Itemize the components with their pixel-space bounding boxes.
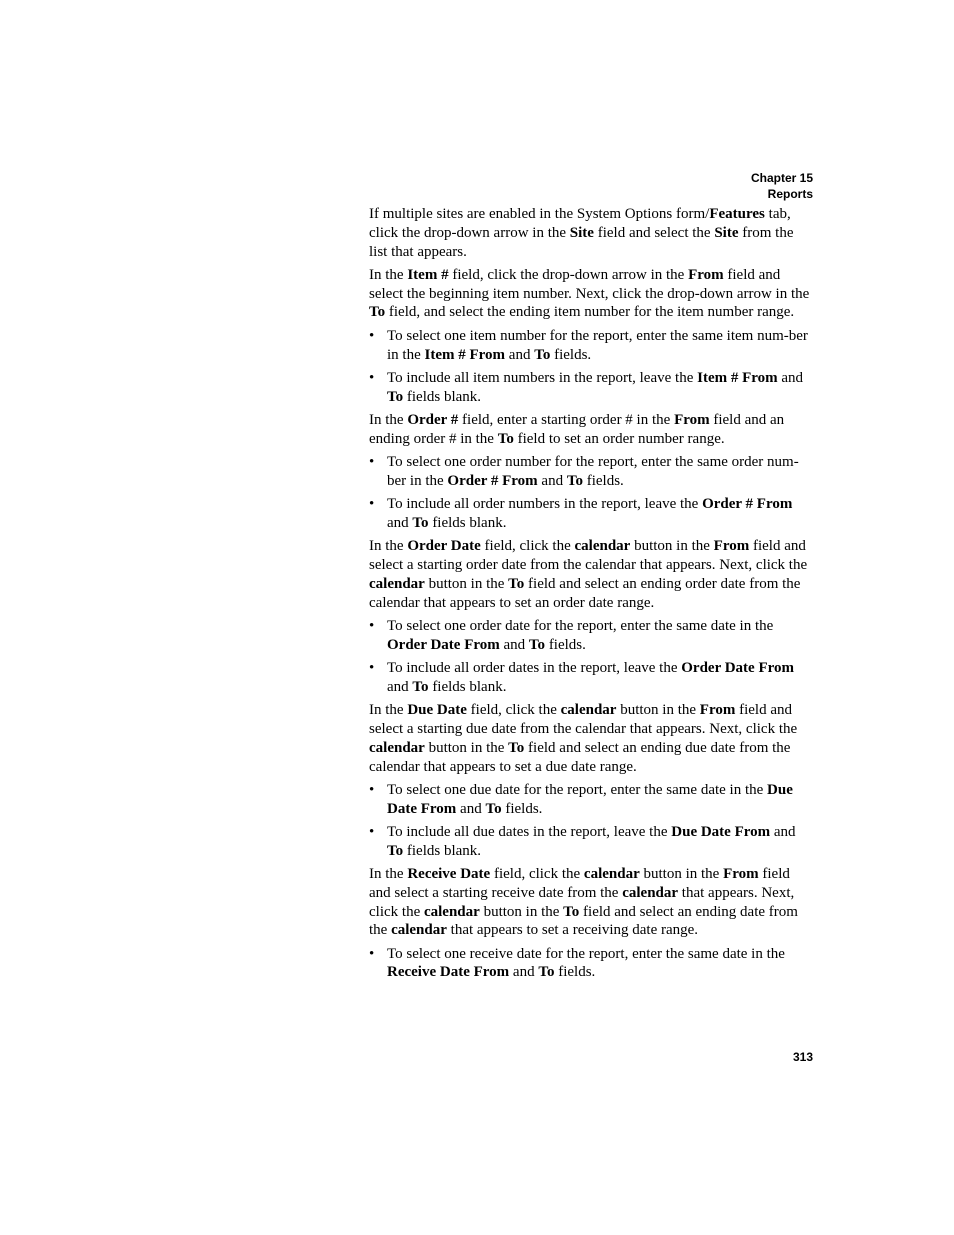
text-run: field and select the beginning item number. Next, click the drop-down arrow in the: [369, 266, 810, 302]
bold-term: To: [497, 430, 514, 447]
text-run: fields blank.: [403, 842, 482, 859]
bold-term: Due Date From: [387, 781, 793, 817]
text-run: fields.: [501, 800, 543, 817]
body-text: [369, 205, 815, 987]
bold-term: To: [566, 472, 583, 489]
paragraph: [369, 266, 815, 322]
bullet-marker: •: [369, 945, 375, 962]
bold-term: Order Date: [407, 538, 481, 555]
text-run: fields.: [550, 346, 592, 363]
text-run: To select one order date for the report, enter the same date in the: [387, 617, 774, 634]
text-run: and: [499, 636, 529, 653]
text-run: and: [537, 472, 567, 489]
text-run: fields.: [582, 472, 624, 489]
text-run: field, click the: [490, 866, 584, 882]
text-run: In the: [369, 538, 408, 555]
bold-term: From: [699, 702, 736, 719]
bold-term: Item # From: [697, 369, 778, 386]
bold-term: calendar: [423, 903, 480, 920]
bullet-item: [369, 823, 815, 861]
paragraph: [369, 205, 815, 261]
text-run: fields.: [545, 636, 586, 653]
bold-term: calendar: [622, 884, 679, 901]
paragraph: [369, 701, 815, 776]
bold-term: Site: [569, 224, 594, 241]
bullet-item: [369, 369, 815, 407]
bold-term: To: [485, 800, 502, 817]
bullet-marker: •: [369, 617, 375, 634]
text-run: from the list that appears.: [369, 224, 794, 260]
text-run: tab, click the drop-down arrow in the: [369, 206, 791, 241]
bold-term: To: [508, 575, 525, 592]
bold-term: calendar: [560, 702, 617, 719]
bold-term: To: [538, 964, 555, 981]
bold-term: To: [528, 636, 546, 653]
bold-term: From: [688, 266, 724, 283]
section-label: Reports: [767, 187, 813, 201]
bullet-item: [369, 327, 815, 365]
text-run: To include all order dates in the report, leave the: [387, 660, 682, 677]
paragraph: [369, 537, 815, 612]
bullet-item: [369, 659, 815, 697]
bold-term: Item #: [407, 266, 449, 283]
text-run: field and select a starting receive date from the: [369, 866, 790, 901]
text-run: button in the: [479, 903, 564, 920]
text-run: field and select the: [593, 224, 715, 241]
bold-term: From: [723, 866, 759, 882]
text-run: button in the: [639, 866, 724, 882]
text-run: that appears to set a receiving date range.: [446, 922, 699, 939]
text-run: To select one receive date for the report, enter the same date in the: [387, 945, 785, 962]
text-run: field, and select the ending item number for the item number range.: [385, 304, 795, 321]
text-run: In the: [369, 411, 408, 428]
text-run: To include all item numbers in the report, leave the: [387, 369, 698, 386]
bold-term: calendar: [574, 538, 631, 555]
bullet-marker: •: [369, 781, 375, 798]
bold-term: calendar: [583, 866, 640, 882]
bold-term: To: [412, 678, 429, 695]
text-run: In the: [369, 702, 408, 719]
bullet-marker: •: [369, 660, 375, 677]
text-run: fields blank.: [403, 388, 482, 405]
text-run: field and select an ending order date from the calendar that appears to set an order date range.: [369, 575, 801, 611]
paragraph: [369, 865, 815, 940]
bullet-item: [369, 945, 815, 983]
bold-term: Order Date From: [387, 636, 500, 653]
chapter-label: Chapter 15: [750, 171, 813, 185]
paragraph: [369, 411, 815, 449]
text-run: button in the: [424, 575, 509, 592]
bold-term: calendar: [369, 739, 425, 756]
bold-term: To: [369, 304, 386, 321]
bold-term: From: [674, 411, 710, 428]
bold-term: Receive Date: [407, 866, 491, 882]
text-run: In the: [369, 266, 408, 283]
text-run: field and an ending order # in the: [369, 411, 785, 447]
bold-term: Order # From: [447, 472, 538, 489]
bullet-marker: •: [369, 823, 375, 840]
text-run: To select one due date for the report, enter the same date in the: [387, 781, 768, 798]
bold-term: To: [387, 842, 404, 859]
bold-term: Due Date: [407, 702, 467, 719]
bold-term: Order # From: [702, 496, 793, 513]
text-run: field and select a starting order date from the calendar that appears. Next, click the: [369, 538, 808, 574]
bold-term: Due Date From: [671, 823, 771, 840]
text-run: field, click the: [466, 702, 561, 719]
text-run: that appears. Next, click the: [369, 884, 795, 920]
bold-term: Features: [709, 206, 765, 222]
bold-term: calendar: [391, 922, 447, 939]
bold-term: From: [713, 538, 750, 555]
text-run: To select one item number for the report, enter the same item num-ber in the: [387, 327, 808, 363]
bullet-marker: •: [369, 327, 375, 344]
text-run: To select one order number for the report, enter the same order num-ber in the: [387, 454, 799, 489]
text-run: fields.: [554, 964, 596, 981]
bullet-item: [369, 495, 815, 533]
text-run: To include all due dates in the report, leave the: [387, 823, 672, 840]
page-number: 313: [792, 1050, 813, 1064]
bold-term: To: [387, 388, 404, 405]
text-run: field, enter a starting order # in the: [458, 411, 675, 428]
running-header: [751, 170, 813, 202]
text-run: and: [387, 678, 413, 695]
text-run: field and select an ending due date from the calendar that appears to set a due date range.: [369, 739, 791, 775]
bullet-marker: •: [369, 369, 375, 386]
text-run: In the: [369, 866, 408, 882]
text-run: button in the: [630, 538, 714, 555]
text-run: field, click the drop-down arrow in the: [448, 266, 689, 283]
bold-term: To: [534, 346, 551, 363]
bold-term: calendar: [369, 575, 425, 592]
text-run: and: [456, 800, 486, 817]
bold-term: Site: [714, 224, 739, 241]
text-run: and: [505, 346, 535, 363]
text-run: and: [777, 369, 804, 386]
text-run: button in the: [616, 702, 700, 719]
bold-term: To: [563, 903, 580, 920]
bold-term: Receive Date From: [387, 964, 510, 981]
bullet-item: [369, 617, 815, 655]
text-run: field, click the: [480, 538, 575, 555]
bold-term: To: [412, 514, 429, 531]
text-run: field and select a starting due date from the calendar that appears. Next, click the: [369, 702, 798, 737]
bullet-marker: •: [369, 454, 375, 471]
text-run: and: [770, 823, 796, 840]
bold-term: Item # From: [424, 346, 506, 363]
text-run: and: [387, 514, 413, 531]
text-run: field and select an ending date from the: [369, 903, 798, 939]
text-run: To include all order numbers in the report, leave the: [387, 496, 703, 513]
text-run: If multiple sites are enabled in the System Options form/: [369, 206, 710, 222]
bullet-marker: •: [369, 496, 375, 513]
bold-term: Order Date From: [681, 660, 795, 677]
bold-term: To: [508, 739, 525, 756]
bullet-item: [369, 453, 815, 491]
text-run: and: [509, 964, 539, 981]
text-run: button in the: [424, 739, 509, 756]
bullet-item: [369, 781, 815, 819]
text-run: fields blank.: [428, 678, 507, 695]
bold-term: Order #: [407, 411, 459, 428]
text-run: field to set an order number range.: [513, 430, 725, 447]
text-run: fields blank.: [428, 514, 507, 531]
